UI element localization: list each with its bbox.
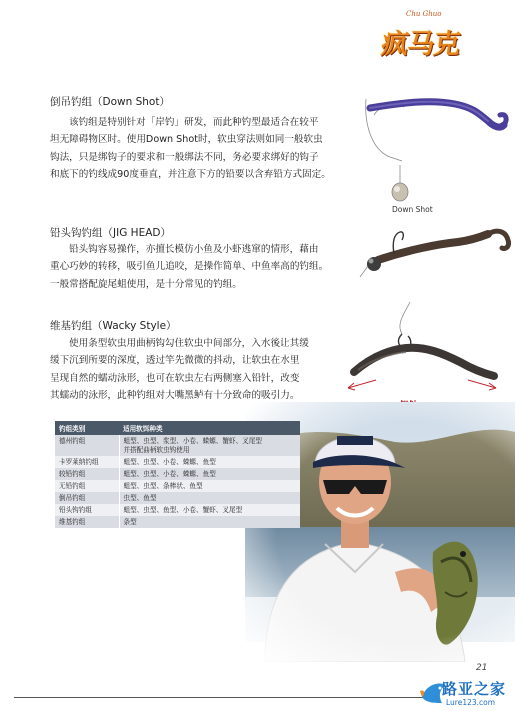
rig-name-cell: 维基钓组: [55, 516, 119, 528]
down-shot-line: 该钓组是特别针对「岸钓」研发，而此种钓型最适合在较平: [69, 117, 319, 128]
down-shot-line: 钩法，只是绑钩子的要求和一般绑法不同，务必要求绑好的钩子: [50, 151, 319, 163]
bait-cell: 蛆型、虫型、条棒状、鱼型: [119, 480, 300, 492]
rig-name-cell: 德州钓组: [55, 435, 119, 456]
magazine-logo: [376, 8, 496, 58]
bait-cell: 蛆型、虫型、小卷、蝾螈、鱼型: [119, 456, 300, 468]
down-shot-illustration: [360, 95, 520, 207]
table-row: [55, 456, 300, 468]
watermark-title: 路亚之家: [442, 680, 507, 698]
down-shot-title: 倒吊钓组（Down Shot）: [50, 96, 170, 108]
table-row: [55, 504, 300, 516]
table-row: [55, 492, 300, 504]
logo-subtitle: Chu Ghuo: [406, 10, 442, 18]
down-shot-caption: Down Shot: [392, 205, 433, 214]
table-row: [55, 516, 300, 528]
down-shot-line: 和底下的钓线成90度垂直，并注意下方的铅要以含弃铅方式固定。: [50, 168, 331, 180]
bait-cell: [119, 435, 300, 456]
footer-divider: [14, 697, 434, 698]
wacky-line: 呈现自然的蠕动泳形，也可在软虫左右两侧塞入铅针，改变: [50, 372, 300, 384]
bait-cell: 条型: [119, 516, 300, 528]
table-header-row: [55, 421, 300, 435]
page-number: 21: [476, 663, 488, 673]
column-header: 适用软饵种类: [119, 421, 300, 435]
bait-line: 蛆型、虫型、浆型、小卷、蝾螈、蟹虾、叉尾型: [123, 436, 262, 445]
table-row: [55, 435, 300, 456]
rig-name-cell: 铅头钩钓组: [55, 504, 119, 516]
wacky-line: 其蠕动的泳形，此种钓组对大嘴黑鲈有十分致命的吸引力。: [50, 389, 300, 401]
jig-head-line: 重心巧妙的转移，吸引鱼儿追咬，是操作简单、中鱼率高的钓组。: [50, 261, 329, 273]
down-shot-paragraph: [50, 114, 331, 183]
rig-name-cell: 无铅钓组: [55, 480, 119, 492]
table-row: [55, 468, 300, 480]
rig-name-cell: 倒吊钓组: [55, 492, 119, 504]
wacky-line: 使用条型软虫用曲柄钩勾住软虫中间部分，入水後让其缓: [69, 338, 309, 349]
wacky-title: 维基钓组（Wacky Style）: [50, 320, 177, 332]
bait-cell: 虫型、鱼型: [119, 492, 300, 504]
jig-head-line: 铅头钩容易操作，亦擅长模仿小鱼及小虾逃窜的情形，藉由: [69, 244, 319, 255]
watermark-url: Lure123.com: [446, 698, 496, 707]
rig-name-cell: 卡罗莱纳钓组: [55, 456, 119, 468]
logo-title: 疯马克: [379, 29, 462, 60]
jig-head-paragraph: [50, 241, 328, 293]
wacky-illustration: [340, 300, 520, 396]
rig-bait-table: [55, 421, 300, 528]
jig-head-illustration: [358, 222, 518, 282]
wacky-paragraph: [50, 335, 309, 404]
jig-head-line: 一般常搭配旋尾蛆使用，是十分常见的钓组。: [50, 278, 242, 290]
bait-line: 并搭配曲柄软虫钩使用: [123, 445, 190, 454]
bait-cell: 蛆型、虫型、鱼型、小卷、蟹虾、叉尾型: [119, 504, 300, 516]
site-watermark[interactable]: [418, 672, 523, 711]
wacky-line: 缓下沉到所要的深度，透过竿先微微的抖动，让软虫在水里: [50, 355, 300, 367]
jig-head-title: 铅头钩钓组（JIG HEAD）: [50, 227, 171, 239]
table-row: [55, 480, 300, 492]
column-header: 钓组类别: [55, 421, 119, 435]
down-shot-line: 坦无障碍物区时。使用Down Shot时，软虫穿法则如同一般软虫: [50, 134, 323, 146]
rig-name-cell: 较铅钓组: [55, 468, 119, 480]
bait-cell: 蛆型、虫型、小卷、蝾螈、鱼型: [119, 468, 300, 480]
